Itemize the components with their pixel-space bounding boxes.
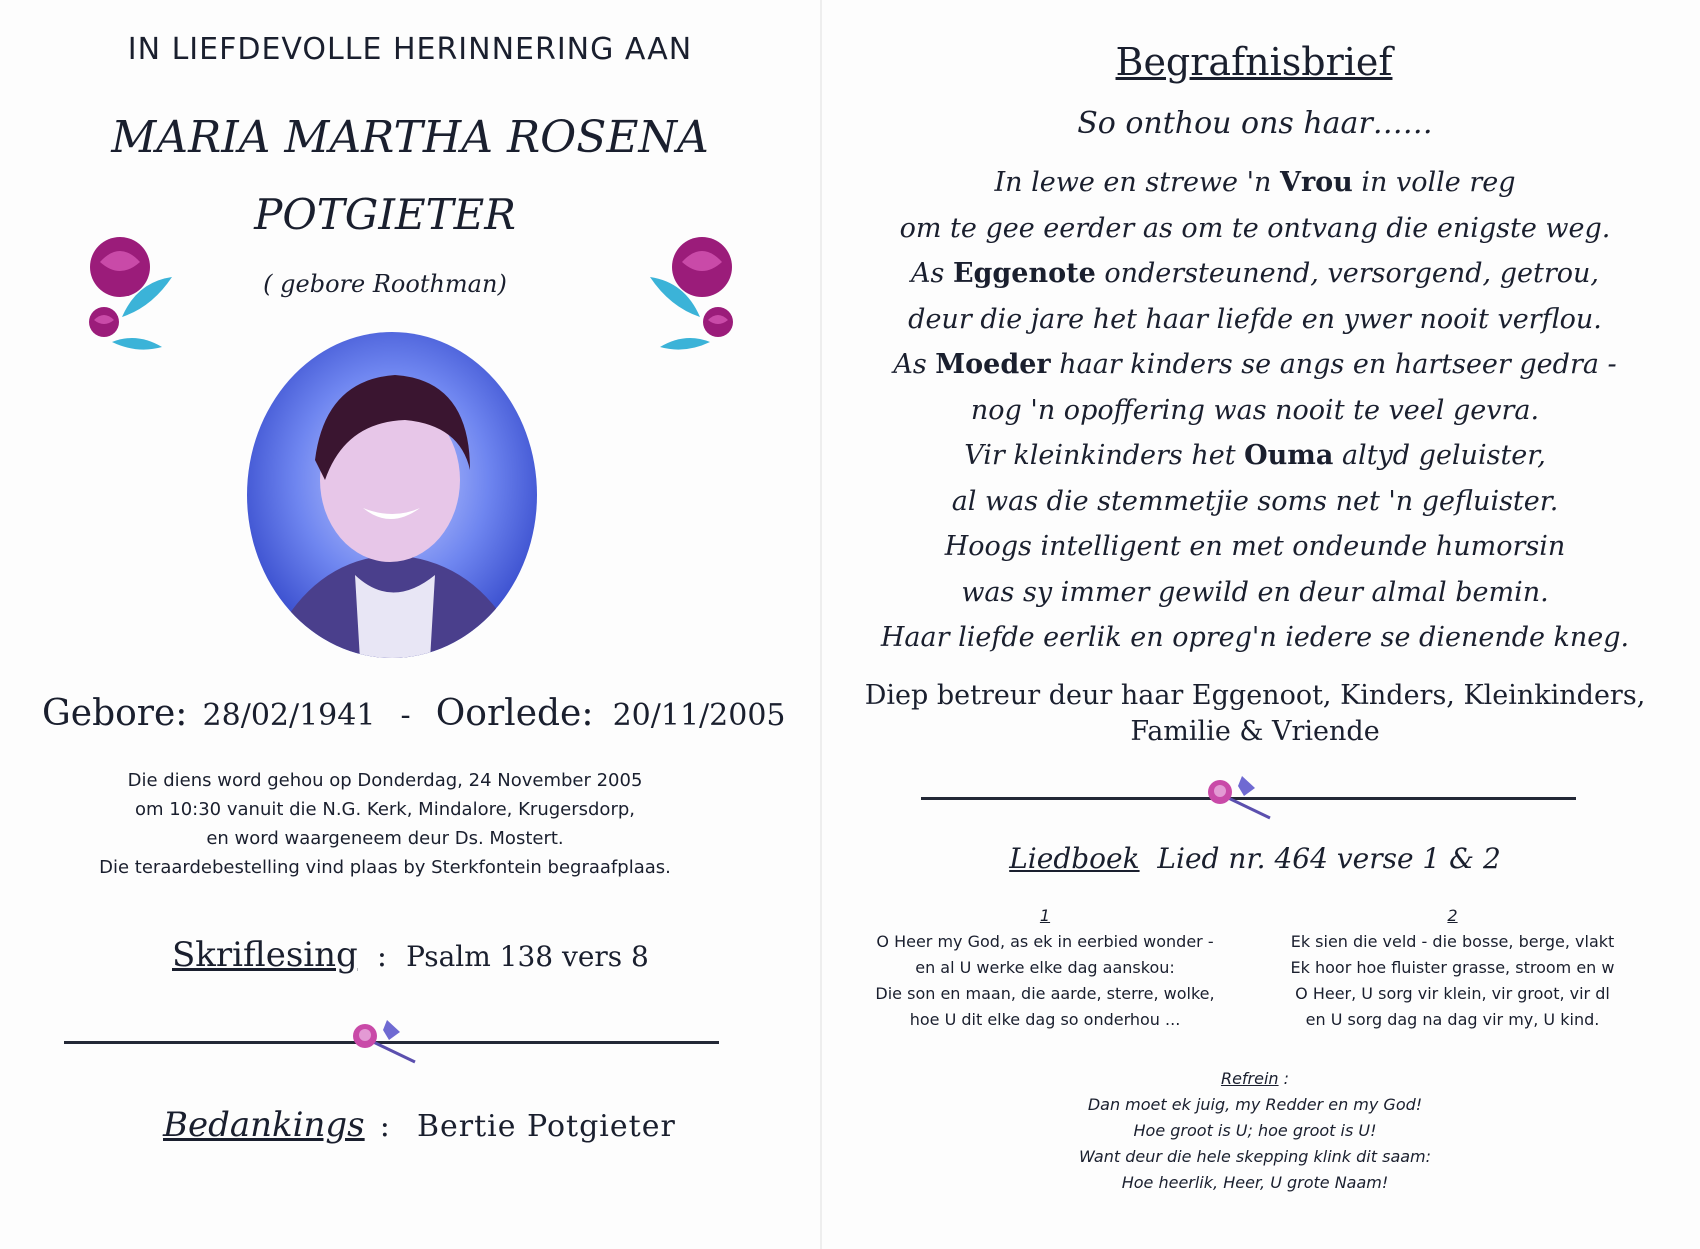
born-date: 28/02/1941 <box>202 698 376 733</box>
deceased-name-line2: POTGIETER <box>254 190 516 239</box>
refrain-colon: : <box>1283 1069 1290 1088</box>
verse-2-number: 2 <box>1447 906 1458 925</box>
refrain <box>815 1066 1695 1196</box>
deceased-name-line1: MARIA MARTHA ROSENA <box>111 112 709 163</box>
refrain-line: Hoe heerlik, Heer, U grote Naam! <box>1121 1173 1389 1192</box>
poem-line: was sy immer gewild en deur almal bemin. <box>961 576 1549 608</box>
poem-line: om te gee eerder as om te ontvang die enigste weg. <box>899 212 1611 244</box>
refrain-label: Refrein <box>1220 1069 1279 1088</box>
rose-left-icon <box>82 222 182 352</box>
service-details <box>0 766 795 882</box>
thanks-value: Bertie Potgieter <box>416 1109 676 1144</box>
mourners-line1: Diep betreur deur haar Eggenoot, Kinders, Kleinkinders, <box>864 680 1646 711</box>
poem-line: nog 'n opoffering was nooit te veel gevra. <box>970 394 1540 426</box>
poem-line: Hoogs intelligent en met ondeunde humorsin <box>944 531 1566 562</box>
letter-title: Begrafnisbrief <box>1115 40 1393 84</box>
verse-line: en al U werke elke dag aanskou: <box>915 958 1175 977</box>
poem-line: Haar liefde eerlik en opreg'n iedere se dienende kneg. <box>880 622 1630 653</box>
verse-1-number: 1 <box>1039 906 1051 925</box>
service-line: en word waargeneem deur Ds. Mostert. <box>206 828 564 849</box>
thanks-row <box>163 1105 676 1145</box>
verse-line: O Heer my God, as ek in eerbied wonder - <box>876 932 1214 951</box>
thanks-label: Bedankings <box>163 1105 365 1145</box>
died-label: Oorlede: <box>435 693 594 734</box>
maiden-name: ( gebore Roothman) <box>263 270 507 298</box>
rose-right-icon <box>640 222 740 352</box>
died-date: 20/11/2005 <box>612 698 786 733</box>
service-line: Die teraardebestelling vind plaas by Sterkfontein begraafplaas. <box>99 857 671 878</box>
verse-1 <box>860 903 1230 1033</box>
scripture-value: Psalm 138 vers 8 <box>406 940 649 973</box>
scripture-row <box>172 935 649 975</box>
verse-2 <box>1255 903 1650 1033</box>
poem-line: In lewe en strewe 'n Vrou in volle reg <box>994 167 1516 198</box>
portrait-photo <box>245 330 540 660</box>
refrain-line: Want deur die hele skepping klink dit saam: <box>1078 1147 1432 1166</box>
verse-line: Ek sien die veld - die bosse, berge, vlakt <box>1290 932 1615 951</box>
verse-line: Die son en maan, die aarde, sterre, wolke, <box>875 984 1215 1003</box>
small-rose-icon <box>1200 766 1280 821</box>
service-line: om 10:30 vanuit die N.G. Kerk, Mindalore, Krugersdorp, <box>134 799 635 820</box>
dates-row <box>42 693 786 734</box>
thanks-colon: : <box>379 1109 390 1144</box>
left-page <box>0 0 820 1249</box>
born-label: Gebore: <box>42 693 188 734</box>
poem-line: As Moeder haar kinders se angs en hartseer gedra - <box>893 349 1617 380</box>
right-page <box>820 0 1700 1249</box>
scripture-label: Skriflesing <box>172 935 358 975</box>
poem-intro: So onthou ons haar…… <box>1077 106 1433 141</box>
mourners-line2: Familie & Vriende <box>1130 716 1380 747</box>
service-line: Die diens word gehou op Donderdag, 24 November 2005 <box>127 770 643 791</box>
poem <box>815 160 1695 661</box>
small-rose-icon <box>345 1010 425 1065</box>
memorial-heading: IN LIEFDEVOLLE HERINNERING AAN <box>127 32 693 67</box>
verse-line: O Heer, U sorg vir klein, vir groot, vir dl <box>1295 984 1610 1003</box>
verse-line: en U sorg dag na dag vir my, U kind. <box>1305 1010 1600 1029</box>
date-separator: - <box>400 698 411 733</box>
refrain-heading <box>815 1066 1695 1092</box>
scripture-colon: : <box>376 939 388 974</box>
poem-line: deur die jare het haar liefde en ywer nooit verflou. <box>908 303 1602 335</box>
poem-line: al was die stemmetjie soms net 'n gefluister. <box>951 485 1559 517</box>
poem-line: As Eggenote ondersteunend, versorgend, getrou, <box>911 258 1599 289</box>
refrain-line: Hoe groot is U; hoe groot is U! <box>1133 1121 1377 1140</box>
refrain-line: Dan moet ek juig, my Redder en my God! <box>1087 1095 1423 1114</box>
poem-line: Vir kleinkinders het Ouma altyd geluister, <box>964 440 1546 471</box>
hymn-book: Liedboek <box>1009 842 1140 875</box>
hymn-heading <box>815 842 1695 875</box>
hymn-reference: Lied nr. 464 verse 1 & 2 <box>1157 842 1501 875</box>
verse-line: hoe U dit elke dag so onderhou ... <box>909 1010 1181 1029</box>
verse-line: Ek hoor hoe fluister grasse, stroom en w <box>1290 958 1615 977</box>
